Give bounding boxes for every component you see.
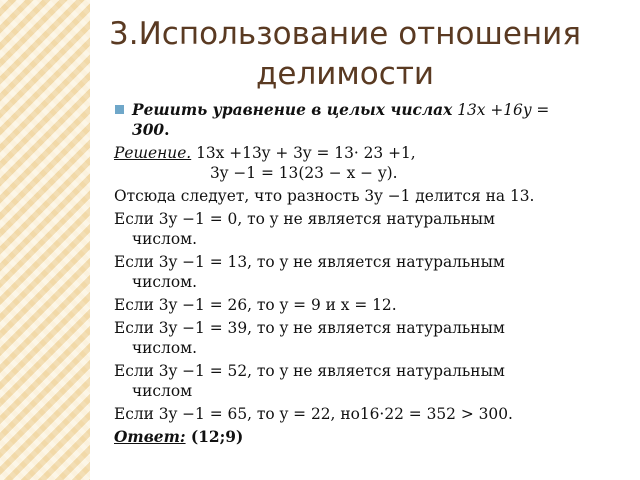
task-dot: . xyxy=(164,121,170,139)
case-13-line-a: Если 3y −1 = 13, то y не является натуральным xyxy=(114,253,505,271)
answer-value: (12;9) xyxy=(185,428,244,446)
task-equation: 13x +16y = xyxy=(452,101,550,119)
task-lead: Решить уравнение в целых числах xyxy=(132,101,453,119)
solution-line-1 xyxy=(114,143,632,163)
case-13-line-b: числом. xyxy=(132,273,197,291)
slide-title xyxy=(100,14,590,94)
solution-label: Решение. xyxy=(114,144,192,162)
case-39-line-b: числом. xyxy=(132,339,197,357)
case-52-line-a: Если 3y −1 = 52, то y не является натуральным xyxy=(114,362,505,380)
case-65-line: Если 3y −1 = 65, то y = 22, но16·22 = 352 > 300. xyxy=(114,405,513,423)
case-0-line-a: Если 3y −1 = 0, то y не является натуральным xyxy=(114,210,495,228)
task-value: 300 xyxy=(132,121,165,139)
case-52-line-b: числом xyxy=(132,382,193,400)
solution-eq2: 3y −1 = 13(23 − x − y). xyxy=(210,164,398,182)
answer-label: Ответ: xyxy=(114,428,186,446)
answer-line xyxy=(114,427,632,447)
slide-title-line-2: делимости xyxy=(255,56,435,92)
case-26-line: Если 3y −1 = 26, то y = 9 и x = 12. xyxy=(114,296,397,314)
task-statement xyxy=(114,100,632,140)
decorative-side-stripe xyxy=(0,0,90,480)
case-0-line-b: числом. xyxy=(132,230,197,248)
square-bullet-icon xyxy=(114,104,125,115)
case-39-line-a: Если 3y −1 = 39, то y не является натуральным xyxy=(114,319,505,337)
slide-title-line-1: 3.Использование отношения xyxy=(109,16,581,52)
slide-content xyxy=(114,100,632,447)
solution-eq1: 13x +13y + 3y = 13· 23 +1, xyxy=(191,144,416,162)
text-line-1: Отсюда следует, что разность 3y −1 делится на 13. xyxy=(114,187,535,205)
